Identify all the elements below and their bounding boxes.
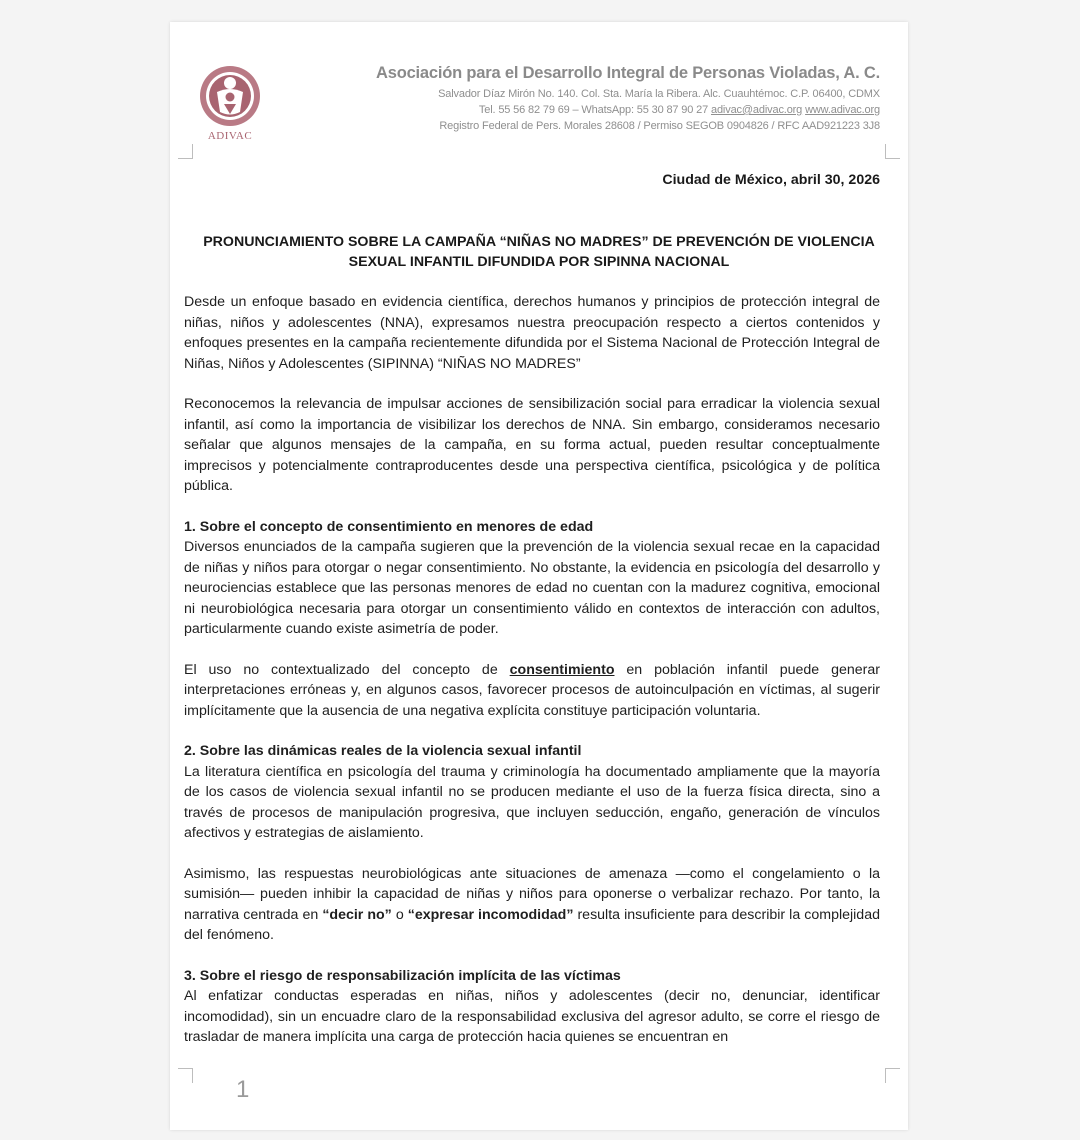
margin-corner-mark <box>178 144 193 159</box>
svg-text:ADIVAC: ADIVAC <box>207 130 253 142</box>
section-heading: 2. Sobre las dinámicas reales de la violencia sexual infantil <box>184 743 582 759</box>
paragraph: Diversos enunciados de la campaña sugieren que la prevención de la violencia sexual recae en la capacidad de niñas y niños para otorgar o negar consentimiento. No obstante, la evidencia en psicología del desarrollo y neurociencias establece que las personas menores de edad no cuentan con la madurez cognitiva, emocional ni neurobiológica necesaria para otorgar un consentimiento válido en contextos de interacción con adultos, particularmente cuando existe asimetría de poder. <box>184 539 880 637</box>
paragraph-text: resulta insuficiente para describir la complejidad del fenómeno. <box>184 906 880 943</box>
document-title: PRONUNCIAMIENTO SOBRE LA CAMPAÑA “NIÑAS NO MADRES” DE PREVENCIÓN DE VIOLENCIA SEXUAL INFANTIL DIFUNDIDA POR SIPINNA NACIONAL <box>203 234 875 270</box>
adivac-logo <box>184 64 280 142</box>
paragraph: Al enfatizar conductas esperadas en niñas, niños y adolescentes (decir no, denunciar, identificar incomodidad), sin un encuadre claro de la responsabilidad exclusiva del agresor adulto, se corre el riesgo de trasladar de manera implícita una carga de protección hacia quienes se encuentran en <box>184 988 880 1045</box>
organization-address: Salvador Díaz Mirón No. 140. Col. Sta. María la Ribera. Alc. Cuauhtémoc. C.P. 06400, CDMX <box>438 88 880 100</box>
margin-corner-mark <box>178 1068 193 1083</box>
page-number: 1 <box>236 1076 250 1103</box>
paragraph <box>184 660 880 722</box>
paragraph-text: El uso no contextualizado del concepto de <box>184 661 510 678</box>
paragraph-text: o <box>391 906 408 923</box>
paragraph: Desde un enfoque basado en evidencia científica, derechos humanos y principios de protección integral de niñas, niños y adolescentes (NNA), expresamos nuestra preocupación respecto a ciertos contenidos y enfoques presentes en la campaña recientemente difundida por el Sistema Nacional de Protección Integral de Niñas, Niños y Adolescentes (SIPINNA) “NIÑAS NO MADRES” <box>184 294 880 372</box>
document-body <box>184 292 880 1068</box>
paragraph: Reconocemos la relevancia de impulsar acciones de sensibilización social para erradicar la violencia sexual infantil, así como la importancia de visibilizar los derechos de NNA. Sin embargo, consideramos necesario señalar que algunos mensajes de la campaña, en su forma actual, pueden resultar conceptualmente imprecisos y potencialmente contraproducentes desde una perspectiva científica, psicológica y de política pública. <box>184 396 880 494</box>
document-date: Ciudad de México, abril 30, 2026 <box>662 172 880 188</box>
organization-registry: Registro Federal de Pers. Morales 28608 / Permiso SEGOB 0904826 / RFC AAD921223 3J8 <box>439 120 880 132</box>
emphasized-term: consentimiento <box>509 661 615 678</box>
organization-website-link[interactable]: www.adivac.org <box>805 104 880 116</box>
margin-corner-mark <box>885 144 900 159</box>
document-page <box>170 22 908 1130</box>
organization-name: Asociación para el Desarrollo Integral de Personas Violadas, A. C. <box>376 64 880 82</box>
paragraph <box>184 864 880 946</box>
margin-corner-mark <box>885 1068 900 1083</box>
emphasized-phrase: “decir no” <box>322 906 392 923</box>
letterhead <box>320 64 880 134</box>
paragraph-text: en población infantil puede generar interpretaciones erróneas y, en algunos casos, favorecer procesos de autoinculpación en víctimas, al sugerir implícitamente que la ausencia de una negativa explícita constituye participación voluntaria. <box>184 661 880 719</box>
organization-email-link[interactable]: adivac@adivac.org <box>710 104 803 116</box>
organization-contact <box>320 102 880 118</box>
section-heading: 3. Sobre el riesgo de responsabilización implícita de las víctimas <box>184 967 621 984</box>
emphasized-phrase: “expresar incomodidad” <box>407 906 574 923</box>
section-heading: 1. Sobre el concepto de consentimiento en menores de edad <box>184 518 594 535</box>
paragraph: La literatura científica en psicología del trauma y criminología ha documentado ampliamente que la mayoría de los casos de violencia sexual infantil no se producen mediante el uso de la fuerza física directa, sino a través de procesos de manipulación progresiva, que incluyen seducción, engaño, generación de vínculos afectivos y estrategias de aislamiento. <box>184 763 880 841</box>
paragraph-text: Asimismo, las respuestas neurobiológicas ante situaciones de amenaza —como el congelamiento o la sumisión— pueden inhibir la capacidad de niñas y niños para oponerse o verbalizar rechazo. Por tanto, la narrativa centrada en <box>184 865 880 923</box>
organization-phone: Tel. 55 56 82 79 69 – WhatsApp: 55 30 87 90 27 <box>478 104 709 116</box>
